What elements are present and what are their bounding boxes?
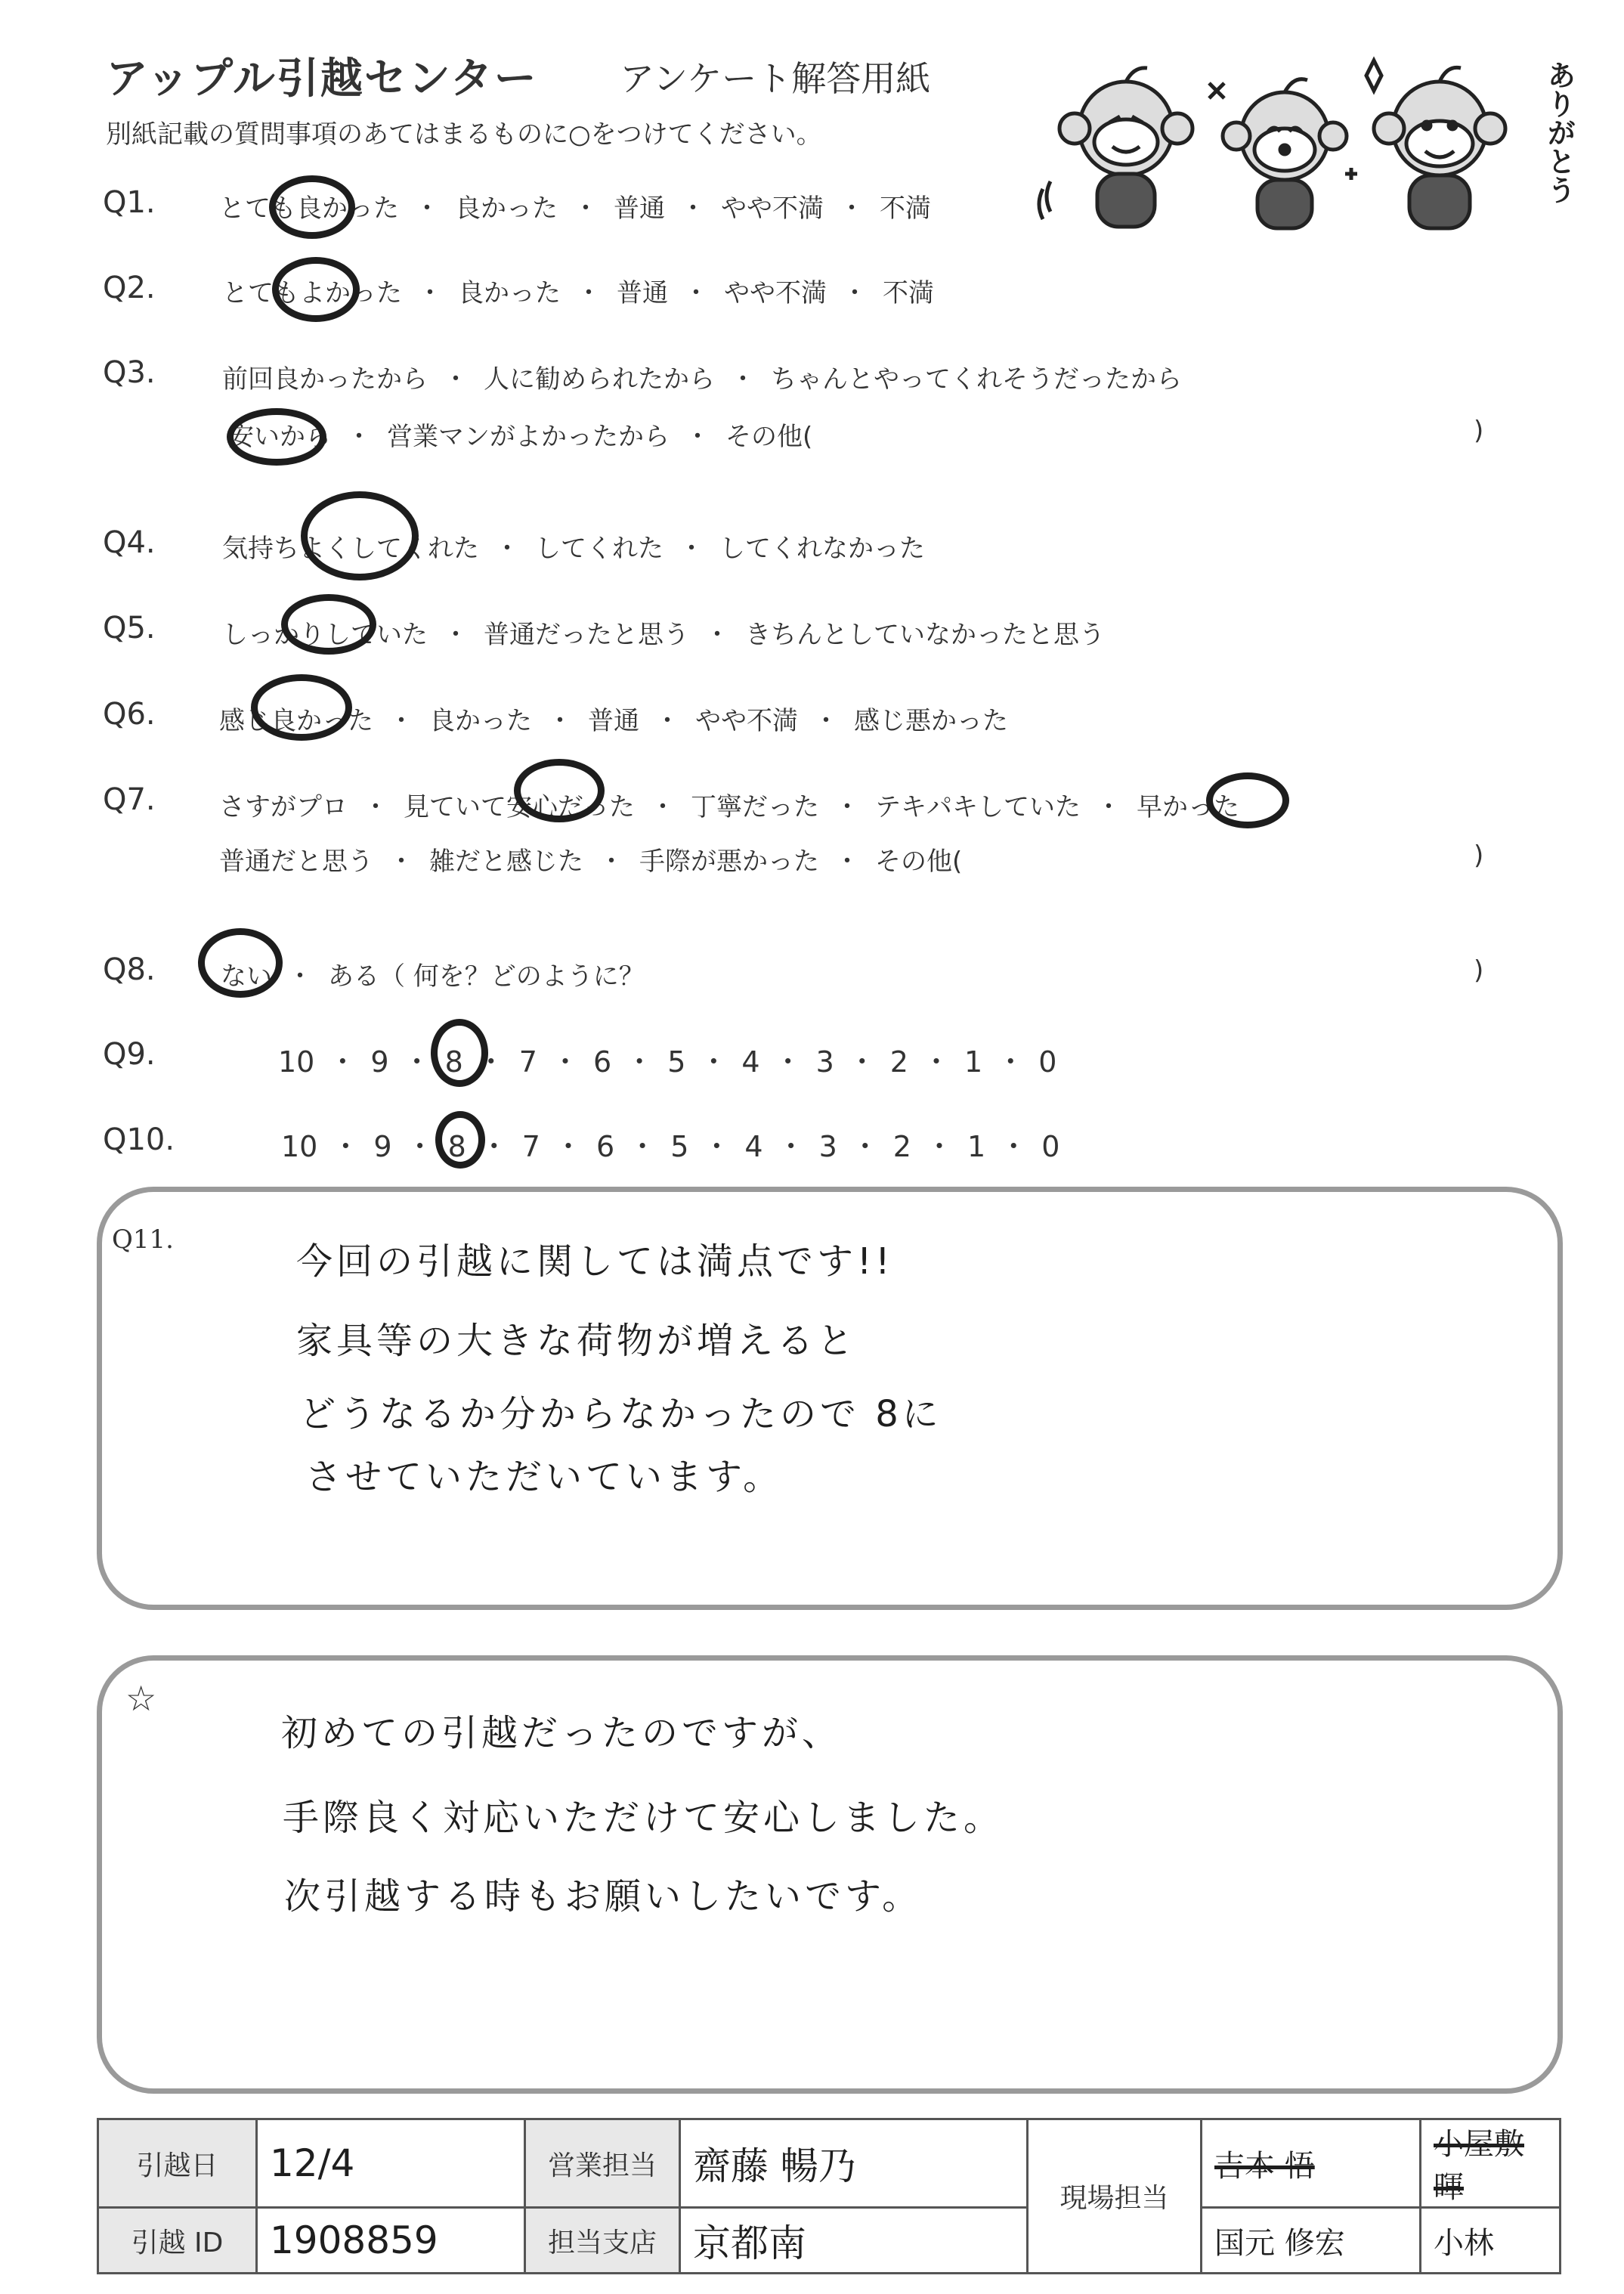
q7-option[interactable]: 雑だと感じた [429, 847, 583, 877]
mascot-illustration [1028, 53, 1557, 249]
selection-circle [514, 759, 605, 822]
move-info-table [97, 2118, 1561, 2274]
q10-score[interactable]: 1 [967, 1130, 986, 1163]
mascot-thanks-text: ありがとう [1542, 60, 1576, 204]
q10-score[interactable]: 9 [373, 1130, 392, 1163]
q9-score[interactable]: 1 [964, 1045, 983, 1079]
q4-options: 気持ちよくしてくれた ・ してくれた ・ してくれなかった [222, 534, 925, 564]
q9-scale: 10 ・ 9 ・ 8 ・ 7 ・ 6 ・ 5 ・ 4 ・ 3 ・ 2 ・ 1 ・ 0 [278, 1045, 1057, 1079]
q9-score[interactable]: 10 [278, 1045, 315, 1079]
q11-comment-line: 今回の引越に関しては満点です!! [296, 1240, 894, 1283]
q10-label: Q10. [103, 1122, 175, 1157]
selection-circle [435, 1111, 485, 1169]
q3-option[interactable]: ちゃんとやってくれそうだったから [771, 364, 1182, 395]
q10-score[interactable]: 5 [670, 1130, 689, 1163]
q3-option[interactable]: 前回良かったから [222, 364, 428, 395]
q10-score[interactable]: 10 [281, 1130, 318, 1163]
q5-option[interactable]: しっかりしていた [222, 620, 428, 650]
branch-value[interactable]: 京都南 [680, 2208, 1028, 2274]
selection-circle [269, 175, 355, 239]
q10-scale: 10 ・ 9 ・ 8 ・ 7 ・ 6 ・ 5 ・ 4 ・ 3 ・ 2 ・ 1 ・ 0 [281, 1130, 1060, 1163]
q5-label: Q5. [103, 611, 156, 645]
q1-option[interactable]: 不満 [880, 193, 931, 224]
selection-circle [301, 491, 419, 580]
q10-score[interactable]: 2 [892, 1130, 911, 1163]
q8-close-paren: ) [1474, 955, 1484, 986]
selection-circle [281, 594, 376, 655]
q8-option[interactable]: ある（ 何を？どのように？ [328, 961, 645, 992]
q11-comment-line: どうなるか分からなかったので 8に [299, 1393, 942, 1435]
move-id-label: 引越 ID [98, 2208, 257, 2274]
site-staff-value[interactable]: 小林 [1421, 2208, 1561, 2274]
q1-label: Q1. [103, 185, 156, 220]
q8-options: ない ・ ある（ 何を？どのように？ [221, 961, 645, 992]
site-staff-value[interactable]: 国元 修宏 [1202, 2208, 1421, 2274]
q9-score[interactable]: 7 [518, 1045, 537, 1079]
q6-option[interactable]: 感じ良かった [219, 706, 373, 736]
selection-circle [251, 674, 352, 741]
branch-label: 担当支店 [525, 2208, 680, 2274]
q9-score[interactable]: 5 [667, 1045, 686, 1079]
selection-circle [227, 408, 326, 466]
q4-option[interactable]: してくれた [535, 534, 664, 564]
q9-score[interactable]: 8 [444, 1045, 463, 1079]
site-staff-struck[interactable]: 吉本 悟 [1202, 2119, 1421, 2208]
q3-options-line2: 安いから ・ 営業マンがよかったから ・ その他( [228, 422, 813, 452]
q7-option[interactable]: 手際が悪かった [639, 847, 819, 877]
q4-label: Q4. [103, 525, 156, 560]
q6-option[interactable]: 良かった [429, 706, 532, 736]
q7-option[interactable]: 見ていて安心だった [404, 792, 635, 822]
sales-rep-value[interactable]: 齋藤 暢乃 [680, 2119, 1028, 2208]
q8-label: Q8. [103, 952, 156, 987]
q8-option[interactable]: ない [221, 961, 272, 992]
q2-option[interactable]: 普通 [617, 278, 668, 308]
q6-options: 感じ良かった ・ 良かった ・ 普通 ・ やや不満 ・ 感じ悪かった [219, 706, 1008, 736]
q6-label: Q6. [103, 697, 156, 732]
q3-options-line1: 前回良かったから ・ 人に勧められたから ・ ちゃんとやってくれそうだったから [222, 364, 1182, 395]
q6-option[interactable]: 感じ悪かった [854, 706, 1008, 736]
q7-close-paren: ) [1474, 841, 1484, 871]
selection-circle [1206, 772, 1289, 828]
q7-options-line1: さすがプロ ・ 見ていて安心だった ・ 丁寧だった ・ テキパキしていた ・ 早かった [219, 792, 1239, 822]
q9-score[interactable]: 6 [592, 1045, 612, 1079]
q7-option[interactable]: その他( [875, 847, 963, 877]
star-comment-line: 初めての引越だったのですが、 [281, 1712, 843, 1754]
q2-options: とてもよかった ・ 良かった ・ 普通 ・ やや不満 ・ 不満 [222, 278, 934, 308]
selection-circle [431, 1019, 488, 1087]
q1-option[interactable]: とても良かった [219, 193, 399, 224]
selection-circle [198, 928, 283, 998]
site-staff-label: 現場担当 [1028, 2119, 1202, 2274]
q6-option[interactable]: やや不満 [695, 706, 798, 736]
company-name: アップル引越センター [106, 54, 538, 104]
q4-option[interactable]: してくれなかった [719, 534, 925, 564]
q10-score[interactable]: 4 [744, 1130, 763, 1163]
site-staff-struck[interactable]: 小屋敷 暉 [1421, 2119, 1561, 2208]
star-comment-line: 手際良く対応いただけて安心しました。 [283, 1797, 1004, 1839]
sales-rep-label: 営業担当 [525, 2119, 680, 2208]
q11-comment-line: 家具等の大きな荷物が増えると [296, 1320, 858, 1362]
q3-option[interactable]: 人に勧められたから [484, 364, 715, 395]
q1-option[interactable]: 良かった [455, 193, 558, 224]
q5-options: しっかりしていた ・ 普通だったと思う ・ きちんとしていなかったと思う [222, 620, 1105, 650]
q2-option[interactable]: 不満 [883, 278, 934, 308]
q4-option[interactable]: 気持ちよくしてくれた [222, 534, 479, 564]
q2-label: Q2. [103, 271, 156, 305]
q7-option[interactable]: さすがプロ [219, 792, 348, 822]
instruction-text: 別紙記載の質問事項のあてはまるものに○をつけてください。 [106, 119, 822, 150]
q9-score[interactable]: 9 [370, 1045, 389, 1079]
move-date-label: 引越日 [98, 2119, 257, 2208]
q5-option[interactable]: 普通だったと思う [484, 620, 689, 650]
q7-options-line2: 普通だと思う ・ 雑だと感じた ・ 手際が悪かった ・ その他( [219, 847, 963, 877]
selection-circle [272, 257, 360, 322]
q10-score[interactable]: 7 [521, 1130, 540, 1163]
q1-options: とても良かった ・ 良かった ・ 普通 ・ やや不満 ・ 不満 [219, 193, 931, 224]
q9-score[interactable]: 2 [889, 1045, 908, 1079]
q3-label: Q3. [103, 355, 156, 390]
q9-score[interactable]: 0 [1038, 1045, 1057, 1079]
q3-close-paren: ) [1474, 416, 1484, 446]
q7-label: Q7. [103, 782, 156, 817]
q9-score[interactable]: 3 [815, 1045, 834, 1079]
move-date-value[interactable]: 12/4 [257, 2119, 525, 2208]
q10-score[interactable]: 3 [818, 1130, 837, 1163]
q11-comment-line: させていただいています。 [305, 1456, 784, 1498]
move-id-value[interactable]: 1908859 [257, 2208, 525, 2274]
q6-option[interactable]: 普通 [588, 706, 639, 736]
form-title: アンケート解答用紙 [620, 58, 931, 99]
q3-option[interactable]: 安いから [228, 422, 331, 452]
q3-option[interactable]: その他( [725, 422, 813, 452]
q9-label: Q9. [103, 1037, 156, 1072]
q9-score[interactable]: 4 [741, 1045, 760, 1079]
q11-label: Q11. [112, 1224, 174, 1255]
q7-option[interactable]: 普通だと思う [219, 847, 373, 877]
q5-option[interactable]: きちんとしていなかったと思う [745, 620, 1105, 650]
q7-option[interactable]: 早かった [1137, 792, 1239, 822]
q2-option[interactable]: 良かった [458, 278, 561, 308]
q2-option[interactable]: とてもよかった [222, 278, 402, 308]
q1-option[interactable]: やや不満 [721, 193, 824, 224]
q10-score[interactable]: 0 [1041, 1130, 1060, 1163]
q10-score[interactable]: 8 [447, 1130, 466, 1163]
q2-option[interactable]: やや不満 [724, 278, 827, 308]
q1-option[interactable]: 普通 [614, 193, 665, 224]
star-comment-line: 次引越する時もお願いしたいです。 [284, 1875, 923, 1918]
q7-option[interactable]: 丁寧だった [691, 792, 819, 822]
q10-score[interactable]: 6 [595, 1130, 615, 1163]
q3-option[interactable]: 営業マンがよかったから [387, 422, 670, 452]
star-icon: ☆ [125, 1678, 157, 1719]
q7-option[interactable]: テキパキしていた [875, 792, 1081, 822]
